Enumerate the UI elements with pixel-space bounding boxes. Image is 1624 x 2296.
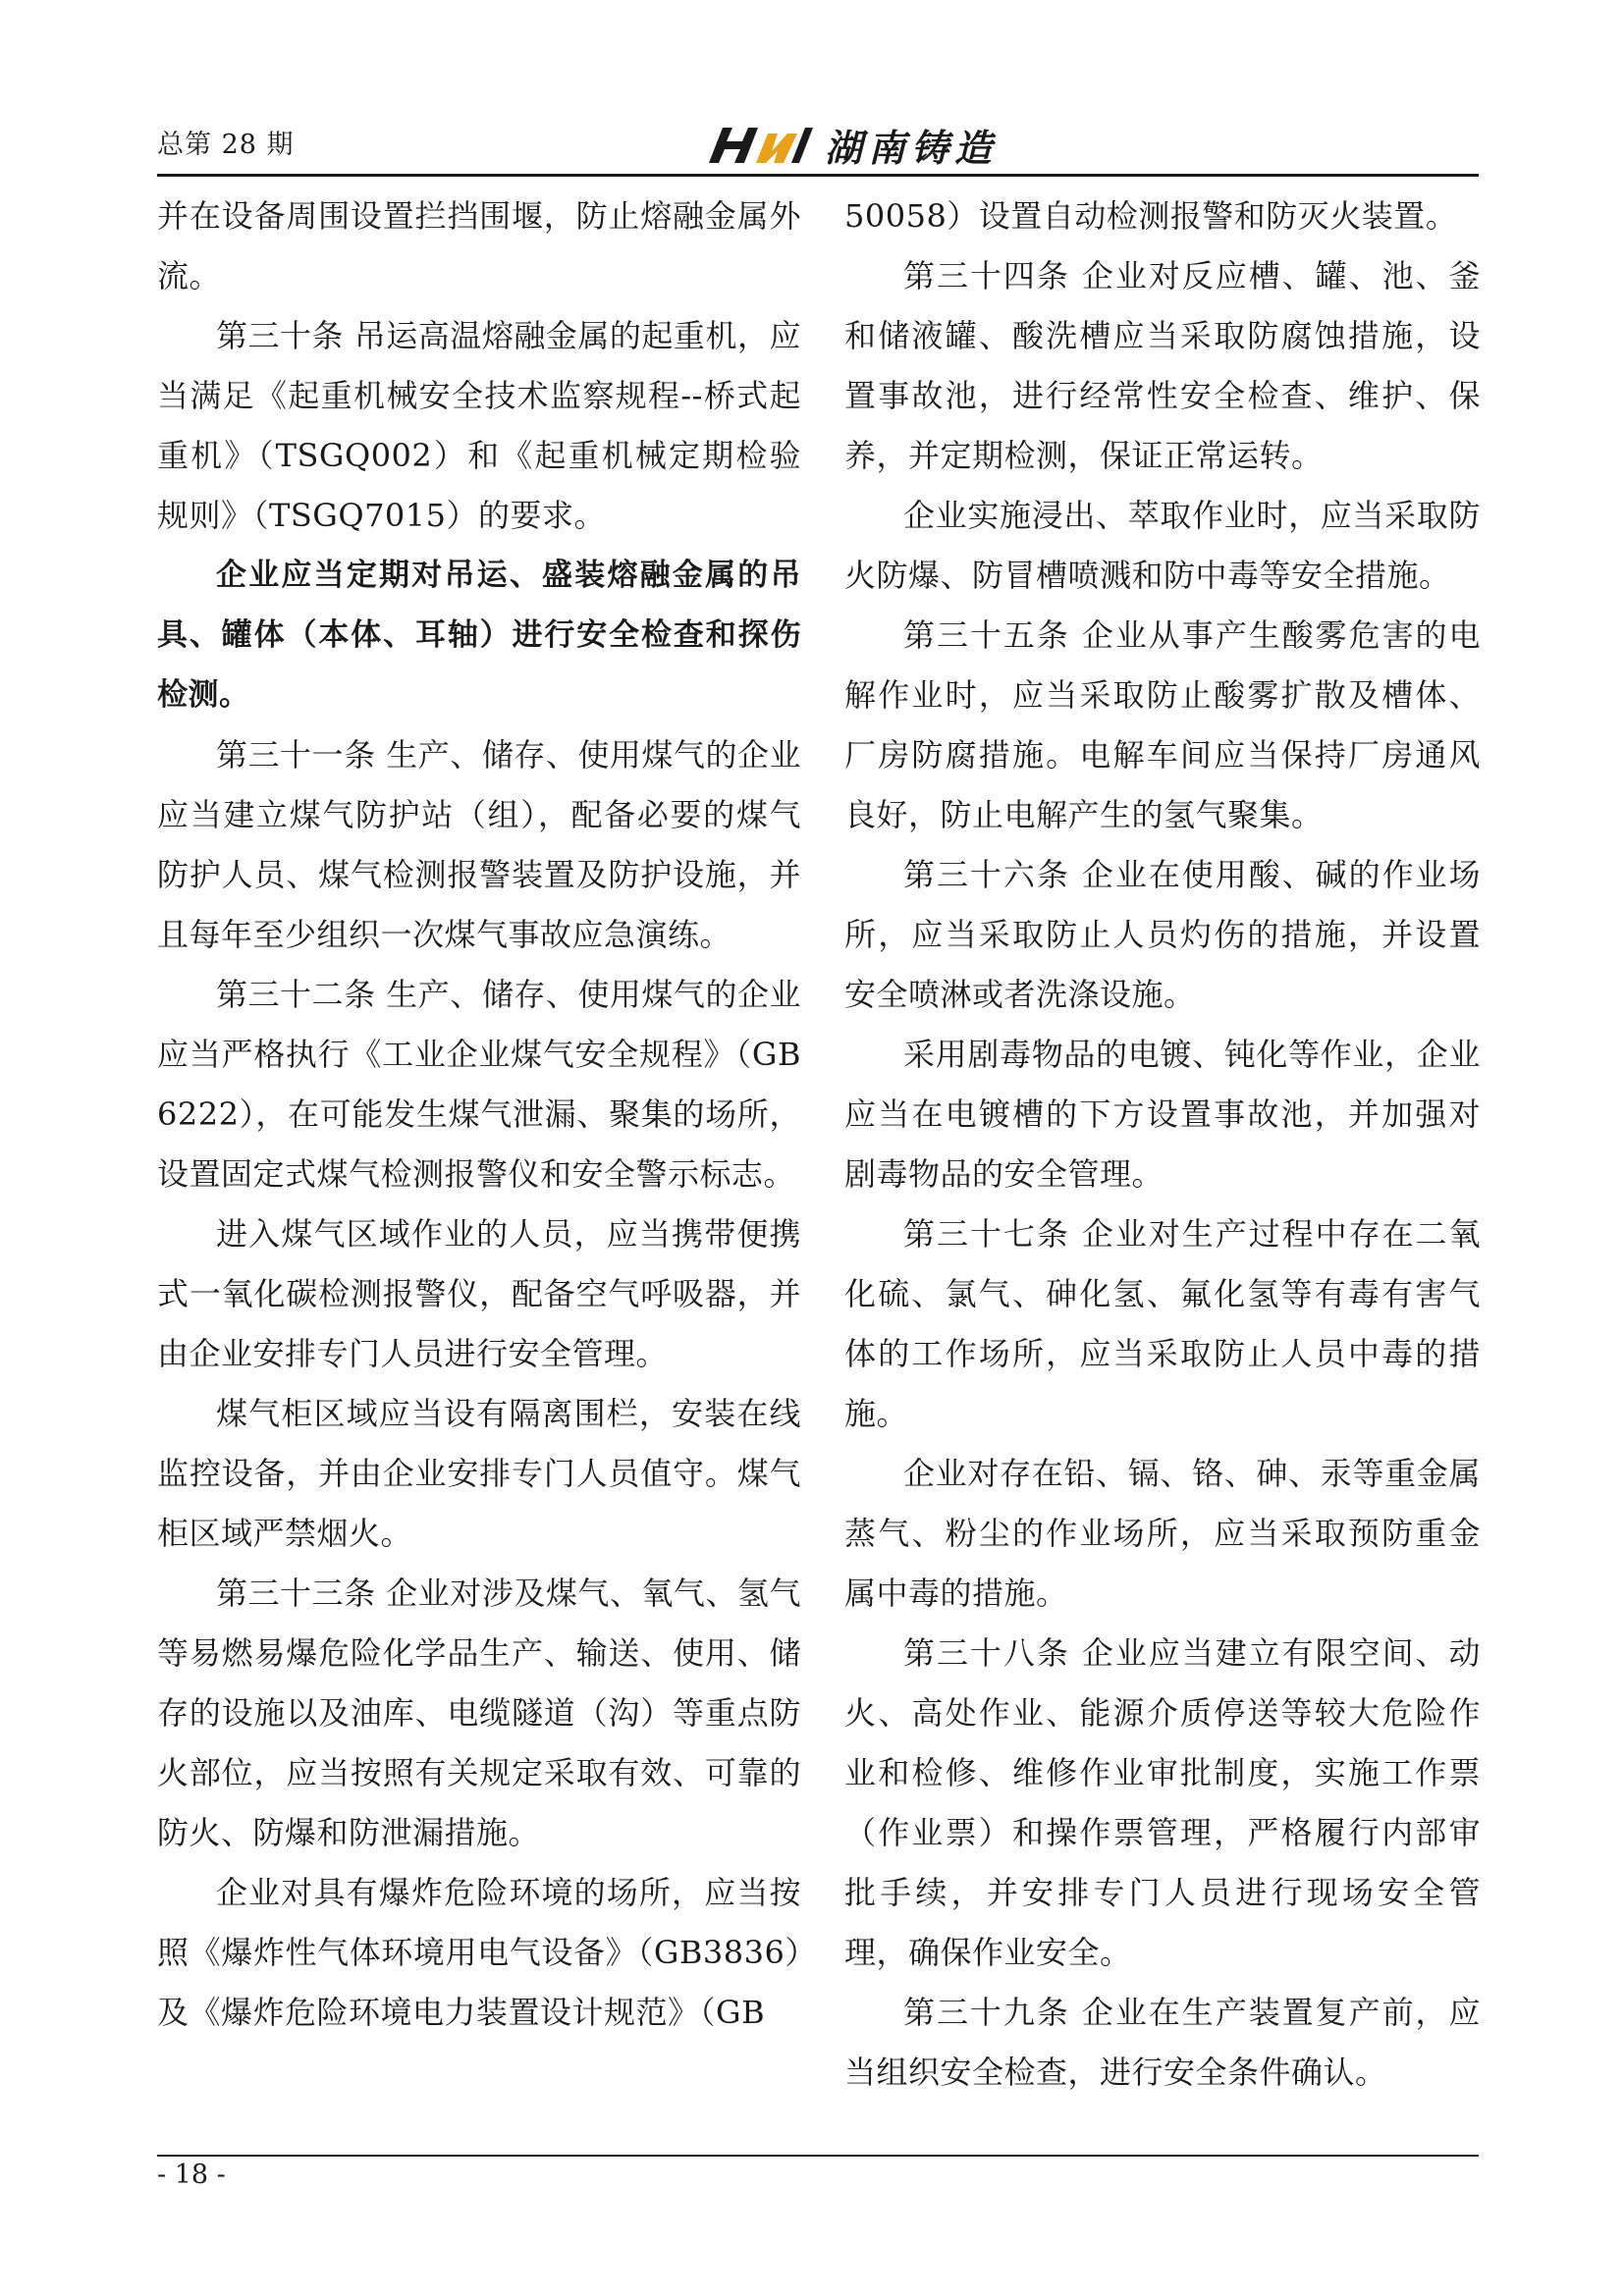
issue-number: 总第 28 期	[157, 130, 295, 160]
left-paragraph-9: 企业对具有爆炸危险环境的场所，应当按照《爆炸性气体环境用电气设备》（GB3836）及《爆炸危险环境电力装置设计规范》（GB	[157, 1874, 801, 2031]
right-column	[844, 187, 1481, 2103]
right-paragraph-2: 第三十四条 企业对反应槽、罐、池、釜和储液罐、酸洗槽应当采取防腐蚀措施，设置事故池，进行经常性安全检查、维护、保养，并定期检测，保证正常运转。	[844, 257, 1481, 474]
journal-title: 湖南铸造	[825, 126, 999, 170]
page-number: - 18 -	[157, 2160, 226, 2190]
right-paragraph-1: 50058）设置自动检测报警和防灭火装置。	[844, 197, 1458, 235]
right-paragraph-9: 第三十八条 企业应当建立有限空间、动火、高处作业、能源介质停送等较大危险作业和检修、维修作业审批制度，实施工作票（作业票）和操作票管理，严格履行内部审批手续，并安排专门人员进行现场安全管理，确保作业安全。	[844, 1634, 1481, 1971]
page-header	[157, 116, 1479, 175]
left-paragraph-4: 第三十一条 生产、储存、使用煤气的企业应当建立煤气防护站（组），配备必要的煤气防护人员、煤气检测报警装置及防护设施，并且每年至少组织一次煤气事故应急演练。	[157, 736, 801, 953]
right-paragraph-5: 第三十六条 企业在使用酸、碱的作业场所，应当采取防止人员灼伤的措施，并设置安全喷淋或者洗涤设施。	[844, 856, 1481, 1013]
right-paragraph-6: 采用剧毒物品的电镀、钝化等作业，企业应当在电镀槽的下方设置事故池，并加强对剧毒物品的安全管理。	[844, 1036, 1481, 1193]
journal-logo-icon	[703, 124, 813, 167]
right-paragraph-8: 企业对存在铅、镉、铬、砷、汞等重金属蒸气、粉尘的作业场所，应当采取预防重金属中毒的措施。	[844, 1455, 1481, 1612]
journal-brand	[703, 124, 999, 170]
left-paragraph-2: 第三十条 吊运高温熔融金属的起重机，应当满足《起重机械安全技术监察规程--桥式起重机》（TSGQ002）和《起重机械定期检验规则》（TSGQ7015）的要求。	[157, 317, 801, 534]
left-column	[157, 187, 801, 2043]
left-paragraph-8: 第三十三条 企业对涉及煤气、氧气、氢气等易燃易爆危险化学品生产、输送、使用、储存的设施以及油库、电缆隧道（沟）等重点防火部位，应当按照有关规定采取有效、可靠的防火、防爆和防泄漏措施。	[157, 1575, 801, 1851]
left-paragraph-7: 煤气柜区域应当设有隔离围栏，安装在线监控设备，并由企业安排专门人员值守。煤气柜区域严禁烟火。	[157, 1395, 801, 1552]
right-paragraph-4: 第三十五条 企业从事产生酸雾危害的电解作业时，应当采取防止酸雾扩散及槽体、厂房防腐措施。电解车间应当保持厂房通风良好，防止电解产生的氢气聚集。	[844, 616, 1481, 833]
right-paragraph-7: 第三十七条 企业对生产过程中存在二氧化硫、氯气、砷化氢、氟化氢等有毒有害气体的工作场所，应当采取防止人员中毒的措施。	[844, 1215, 1481, 1432]
left-paragraph-5: 第三十二条 生产、储存、使用煤气的企业应当严格执行《工业企业煤气安全规程》（GB6222），在可能发生煤气泄漏、聚集的场所，设置固定式煤气检测报警仪和安全警示标志。	[157, 976, 801, 1193]
footer-divider	[157, 2155, 1479, 2157]
right-paragraph-3: 企业实施浸出、萃取作业时，应当采取防火防爆、防冒槽喷溅和防中毒等安全措施。	[844, 497, 1481, 594]
left-paragraph-1: 并在设备周围设置拦挡围堰，防止熔融金属外流。	[157, 197, 801, 294]
right-paragraph-10: 第三十九条 企业在生产装置复产前，应当组织安全检查，进行安全条件确认。	[844, 1994, 1481, 2091]
left-paragraph-3-bold: 企业应当定期对吊运、盛装熔融金属的吊具、罐体（本体、耳轴）进行安全检查和探伤检测。	[157, 558, 801, 713]
left-paragraph-6: 进入煤气区域作业的人员，应当携带便携式一氧化碳检测报警仪，配备空气呼吸器，并由企业安排专门人员进行安全管理。	[157, 1215, 801, 1372]
header-divider	[157, 174, 1479, 177]
